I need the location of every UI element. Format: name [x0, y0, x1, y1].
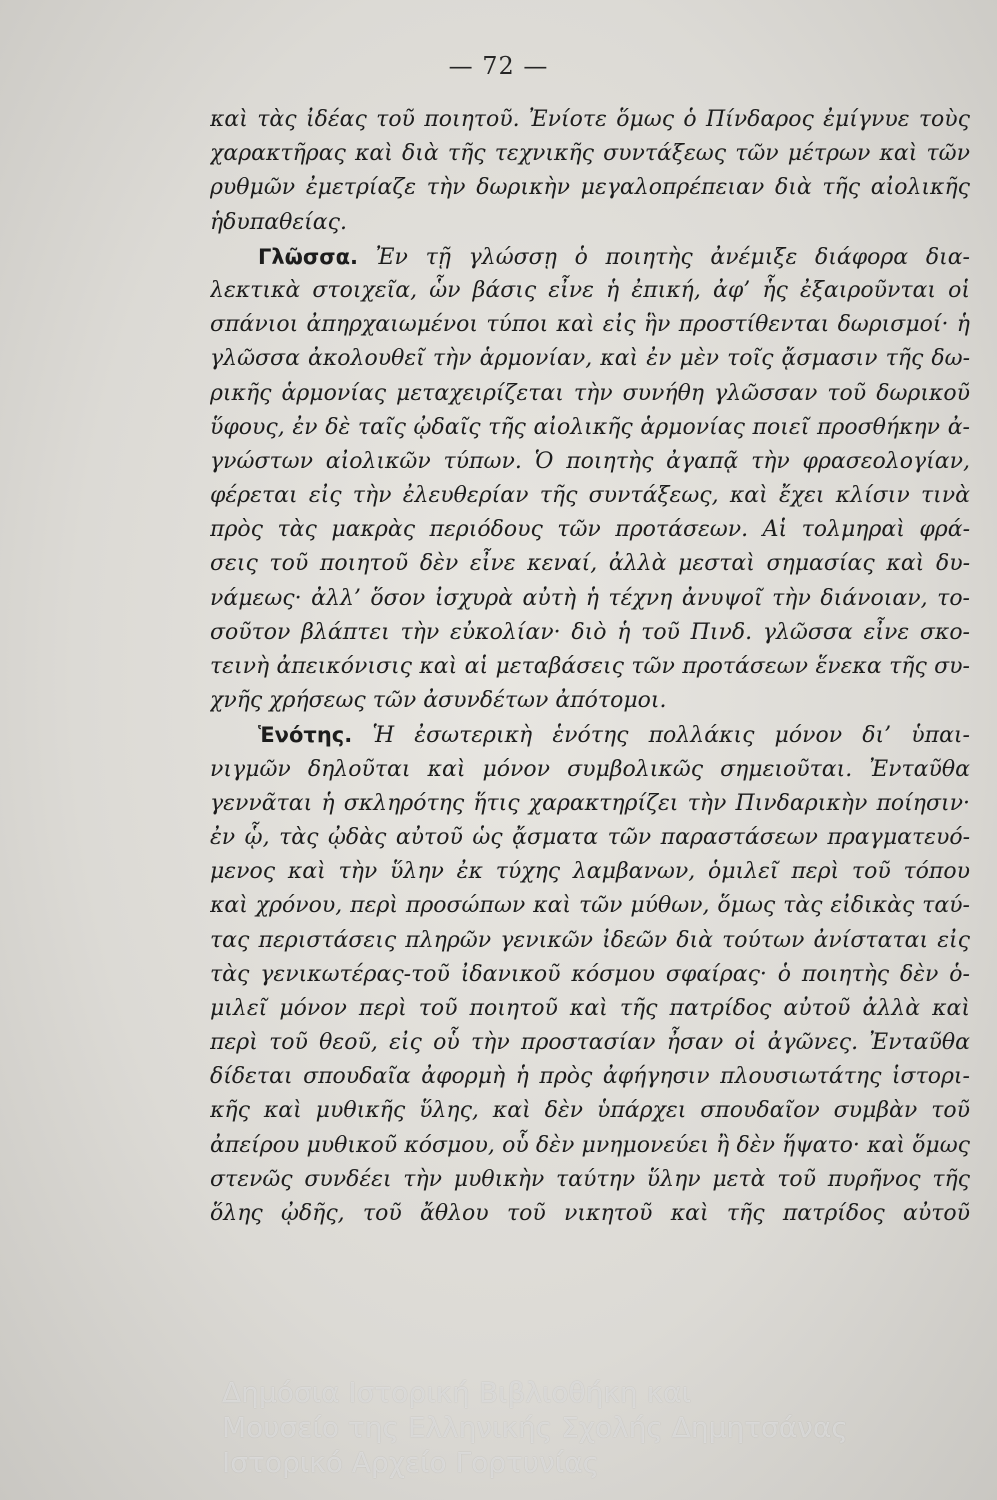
library-watermark [222, 1375, 848, 1480]
text-line [210, 411, 970, 445]
line-text: ρυθμῶν ἐμετρίαζε τὴν δωρικὴν μεγαλοπρέπειαν διὰ τῆς αἰολικῆς [210, 175, 970, 201]
line-text: ὅλης ᾠδῆς, τοῦ ἄθλου τοῦ νικητοῦ καὶ τῆς πατρίδος αὐτοῦ [210, 1201, 970, 1226]
text-line [210, 308, 970, 342]
body-text [210, 103, 970, 1231]
text-line [210, 958, 970, 992]
text-line [210, 547, 970, 581]
text-line [210, 1129, 970, 1163]
text-line [210, 924, 970, 958]
text-line [210, 1094, 970, 1128]
text-line [210, 616, 970, 650]
line-text: κῆς καὶ μυθικῆς ὕλης, καὶ δὲν ὑπάρχει σπουδαῖον συμβὰν τοῦ [210, 1098, 970, 1124]
line-text: φέρεται εἰς τὴν ἐλευθερίαν τῆς συντάξεως, καὶ ἔχει κλίσιν τινὰ [210, 483, 970, 509]
line-text: μιλεῖ μόνον περὶ τοῦ ποιητοῦ καὶ τῆς πατρίδος αὐτοῦ ἀλλὰ καὶ [210, 995, 970, 1021]
line-text: στενῶς συνδέει τὴν μυθικὴν ταύτην ὕλην μετὰ τοῦ πυρῆνος τῆς [210, 1166, 970, 1192]
line-text: σεις τοῦ ποιητοῦ δὲν εἶνε κεναί, ἀλλὰ μεσταὶ σημασίας καὶ δυ- [210, 551, 970, 577]
line-text: λεκτικὰ στοιχεῖα, ὧν βάσις εἶνε ἡ ἐπική, ἀφ’ ἧς ἐξαιροῦνται οἱ [210, 277, 970, 303]
text-line [210, 342, 970, 376]
line-text: ὕφους, ἐν δὲ ταῖς ᾠδαῖς τῆς αἰολικῆς ἁρμονίας ποιεῖ προσθήκην ἀ- [210, 414, 970, 440]
section-heading: Ἑνότης. [258, 723, 353, 748]
line-text: Ἡ ἐσωτερικὴ ἑνότης πολλάκις μόνον δι’ ὑπαι- [372, 723, 970, 749]
text-line [210, 137, 970, 171]
text-line [210, 821, 970, 855]
line-text: ρικῆς ἁρμονίας μεταχειρίζεται τὴν συνήθη γλῶσσαν τοῦ δωρικοῦ [210, 380, 970, 406]
line-text: τὰς γενικωτέρας-τοῦ ἰδανικοῦ κόσμου σφαίρας· ὁ ποιητὴς δὲν ὁ- [210, 961, 970, 987]
line-text: γεννᾶται ἡ σκληρότης ἥτις χαρακτηρίζει τὴν Πινδαρικὴν ποίησιν· [210, 790, 970, 816]
line-text: πρὸς τὰς μακρὰς περιόδους τῶν προτάσεων. Αἱ τολμηραὶ φρά- [210, 517, 970, 543]
text-line [210, 479, 970, 513]
text-line [210, 445, 970, 479]
text-line [210, 274, 970, 308]
line-text: νάμεως· ἀλλ’ ὅσον ἰσχυρὰ αὐτὴ ἡ τέχνη ἀνυψοῖ τὴν διάνοιαν, το- [210, 585, 970, 611]
line-text: σπάνιοι ἀπηρχαιωμένοι τύποι καὶ εἰς ἣν προστίθενται δωρισμοί· ἡ [210, 312, 970, 338]
line-text: τας περιστάσεις πληρῶν γενικῶν ἰδεῶν διὰ τούτων ἀνίσταται εἰς [210, 927, 970, 953]
text-line [210, 1197, 970, 1231]
text-line [210, 855, 970, 889]
watermark-line: Δημόσια Ιστορική Βιβλιοθήκη και [222, 1376, 691, 1409]
line-text: γλῶσσα ἀκολουθεῖ τὴν ἁρμονίαν, καὶ ἐν μὲν τοῖς ᾄσμασιν τῆς δω- [210, 346, 970, 372]
line-text: καὶ τὰς ἰδέας τοῦ ποιητοῦ. Ἐνίοτε ὅμως ὁ Πίνδαρος ἐμίγνυε τοὺς [210, 107, 970, 132]
text-line [210, 787, 970, 821]
text-line [210, 889, 970, 923]
section-heading: Γλῶσσα. [258, 244, 359, 269]
text-line [210, 513, 970, 547]
line-text: τεινὴ ἀπεικόνισις καὶ αἱ μεταβάσεις τῶν προτάσεων ἕνεκα τῆς συ- [210, 654, 970, 679]
text-line [210, 103, 970, 137]
line-text: μενος καὶ τὴν ὕλην ἐκ τύχης λαμβανων, ὁμιλεῖ περὶ τοῦ τόπου [210, 859, 970, 885]
line-text: χνῆς χρήσεως τῶν ἀσυνδέτων ἀπότομοι. [210, 688, 667, 714]
page-number: — 72 — [448, 52, 549, 80]
text-line [210, 1060, 970, 1094]
line-text: ἀπείρου μυθικοῦ κόσμου, οὗ δὲν μνημονεύει ἢ δὲν ἥψατο· καὶ ὅμως [210, 1132, 970, 1158]
line-text: περὶ τοῦ θεοῦ, εἰς οὗ τὴν προστασίαν ἦσαν οἱ ἀγῶνες. Ἐνταῦθα [210, 1030, 970, 1056]
line-text: χαρακτῆρας καὶ διὰ τῆς τεχνικῆς συντάξεως τῶν μέτρων καὶ τῶν [210, 141, 970, 167]
line-text: ἐν ᾧ, τὰς ᾠδὰς αὐτοῦ ὡς ᾄσματα τῶν παραστάσεων πραγματευό- [210, 824, 970, 850]
text-line [210, 206, 970, 240]
watermark-line: Ιστορικό Αρχείο Γορτυνίας [222, 1446, 600, 1479]
text-line [210, 240, 970, 274]
text-line [210, 1026, 970, 1060]
text-line [210, 650, 970, 684]
text-line [210, 171, 970, 205]
watermark-line: Μουσείο της Ελληνικής Σχολής Δημητσάνας [222, 1411, 848, 1444]
text-line [210, 1163, 970, 1197]
line-text: καὶ χρόνου, περὶ προσώπων καὶ τῶν μύθων, ὅμως τὰς εἰδικὰς ταύ- [210, 893, 970, 919]
line-text: ἡδυπαθείας. [210, 209, 347, 235]
line-text: Ἐν τῇ γλώσσῃ ὁ ποιητὴς ἀνέμιξε διάφορα δια- [375, 244, 970, 270]
text-line [210, 753, 970, 787]
line-text: δίδεται σπουδαῖα ἀφορμὴ ἡ πρὸς ἀφήγησιν πλουσιωτάτης ἱστορι- [210, 1064, 970, 1090]
text-line [210, 992, 970, 1026]
text-line [210, 684, 970, 718]
line-text: γνώστων αἰολικῶν τύπων. Ὁ ποιητὴς ἀγαπᾷ τὴν φρασεολογίαν, [210, 448, 970, 474]
line-text: νιγμῶν δηλοῦται καὶ μόνον συμβολικῶς σημειοῦται. Ἐνταῦθα [210, 756, 970, 782]
text-line [210, 582, 970, 616]
text-line [210, 718, 970, 752]
line-text: σοῦτον βλάπτει τὴν εὐκολίαν· διὸ ἡ τοῦ Πινδ. γλῶσσα εἶνε σκο- [210, 619, 970, 645]
text-line [210, 377, 970, 411]
